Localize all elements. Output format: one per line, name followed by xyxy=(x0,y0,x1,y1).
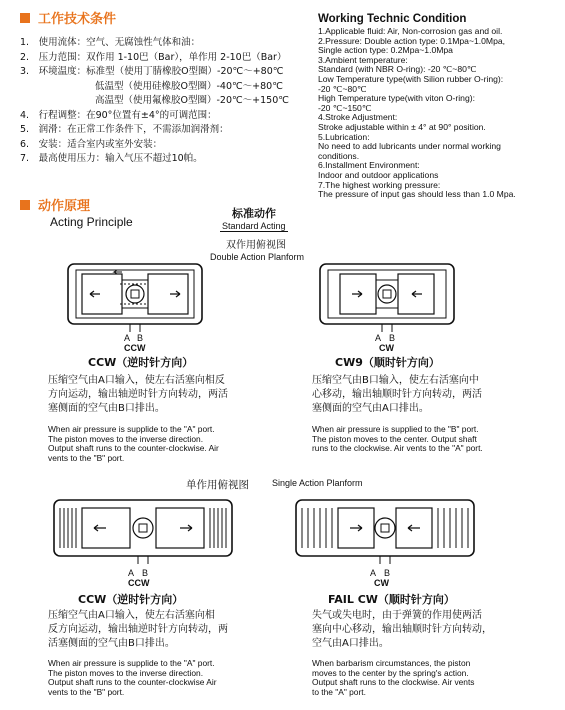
panel-en-desc: When air pressure is supplied to the "B" port. The piston moves to the center. Output shaft runs to the clockwise. Air vents to the "A" port. xyxy=(312,424,483,454)
working-line: Low Temperature type(with Silion rubber O-ring): xyxy=(318,73,504,84)
diagram-direction-label: CW xyxy=(379,343,394,353)
double-cn: 双作用俯视图 xyxy=(226,240,286,251)
diagram-direction-label: CCW xyxy=(128,578,150,588)
working-line: 6.Installment Environment: xyxy=(318,160,420,171)
tech-item: 7. 最高使用压力：输入气压不超过10帕。 xyxy=(20,153,203,164)
working-title: Working Technic Condition xyxy=(318,13,467,25)
working-line: 5.Lubrication: xyxy=(318,131,370,142)
tech-item: 高温型（使用氟橡胶O型圈）-20℃～+150℃ xyxy=(95,95,289,106)
principle-heading-text: 动作原理 xyxy=(38,199,91,214)
single-en: Single Action Planform xyxy=(272,478,363,488)
heading-square-icon xyxy=(20,13,30,23)
working-line: Indoor and outdoor applications xyxy=(318,169,439,180)
working-line: Single action type: 0.2Mpa~1.0Mpa xyxy=(318,45,453,56)
diagram-direction-label: CCW xyxy=(124,343,146,353)
tech-heading xyxy=(20,8,116,27)
heading-square-icon xyxy=(20,200,30,210)
standard-en: Standard Acting xyxy=(222,221,286,231)
port-b-label: B xyxy=(142,568,149,578)
tech-item: 6. 安装：适合室内或室外安装： xyxy=(20,138,163,150)
working-line: High Temperature type(with viton O-ring): xyxy=(318,93,475,104)
tech-item: 低温型（使用硅橡胶O型圈）-40℃～+80℃ xyxy=(95,80,283,92)
double-action-ccw-diagram xyxy=(60,258,210,348)
single-cn: 单作用俯视图 xyxy=(186,479,249,491)
working-line: 4.Stroke Adjustment: xyxy=(318,112,398,123)
panel-cn-desc: 压缩空气由B口输入，使左右活塞向中 心移动，输出轴顺时针方向转动，两活 塞侧面的空气由A口排出。 xyxy=(312,375,482,414)
tech-item: 4. 行程调整：在90°位置有±4°的可调范围： xyxy=(20,109,217,121)
tech-list xyxy=(20,36,320,167)
single-action-cw-diagram xyxy=(290,494,480,576)
tech-heading-text: 工作技术条件 xyxy=(38,12,117,27)
working-line: Standard (with NBR O-ring): -20 ℃~80℃ xyxy=(318,64,477,75)
port-b-label: B xyxy=(384,568,391,578)
port-a-label: A xyxy=(375,333,382,343)
panel-cn-desc: 压缩空气由A口输入，使左右活塞向相反 方向运动，输出轴逆时针方向转动，两活 塞侧面的空气由B口排出。 xyxy=(48,375,228,414)
panel-caption: CCW（逆时针方向） xyxy=(78,593,184,606)
tech-item: 3. 环境温度：标准型（使用丁腈橡胶O型圈）-20℃～+80℃ xyxy=(20,66,284,77)
panel-caption: FAIL CW（顺时针方向） xyxy=(328,593,455,606)
diagram-direction-label: CW xyxy=(374,578,389,588)
port-a-label: A xyxy=(128,568,135,578)
working-line: The pressure of input gas should less than 1.0 Mpa. xyxy=(318,189,516,200)
panel-en-desc: When barbarism circumstances, the piston moves to the center by the spring's action. Output shaft runs to the clockwise. Air vents to the "A" port. xyxy=(312,658,475,697)
standard-cn: 标准动作 xyxy=(232,207,276,220)
working-line: 1.Applicable fluid: Air, Non-corrosion gas and oil. xyxy=(318,26,503,36)
panel-caption: CW9（顺时针方向） xyxy=(335,356,440,369)
port-b-label: B xyxy=(137,333,144,343)
panel-caption: CCW（逆时针方向） xyxy=(88,356,194,369)
working-line: -20 ℃~80℃ xyxy=(318,83,367,94)
single-action-ccw-diagram xyxy=(48,494,238,576)
port-a-label: A xyxy=(124,333,131,343)
tech-item: 1. 使用流体：空气、无腐蚀性气体和油： xyxy=(20,37,201,48)
working-line: Stroke adjustable within ± 4° at 90° position. xyxy=(318,121,486,132)
working-line: No need to add lubricants under normal working xyxy=(318,141,501,152)
working-line: -20 ℃~150℃ xyxy=(318,102,372,113)
principle-heading xyxy=(20,195,90,214)
principle-subheading: Acting Principle xyxy=(50,215,133,229)
working-line: conditions. xyxy=(318,150,360,161)
working-line: 7.The highest working pressure: xyxy=(318,179,441,190)
panel-en-desc: When air pressure is supplide to the "A" port. The piston moves to the inverse direction. Output shaft runs to the counter-clockwise Air vents to the "B" port. xyxy=(48,658,217,697)
working-line: 2.Pressure: Double action type: 0.1Mpa~1.0Mpa, xyxy=(318,35,506,46)
panel-cn-desc: 失气或失电时，由于弹簧的作用使两活 塞向中心移动，输出轴顺时针方向转动， 空气由A口排出。 xyxy=(312,610,492,649)
panel-en-desc: When air pressure is supplide to the "A" port. The piston moves to the inverse direction. Output shaft runs to the counter-clockwise. Air vents to the "B" port. xyxy=(48,424,219,463)
double-action-cw-diagram xyxy=(312,258,462,348)
port-a-label: A xyxy=(370,568,377,578)
panel-cn-desc: 压缩空气由A口输入，使左右活塞向相 反方向运动，输出轴逆时针方向转动，两 活塞侧面的空气由B口排出。 xyxy=(48,610,228,649)
double-en: Double Action Planform xyxy=(210,252,305,262)
tech-item: 2. 压力范围：双作用 1-10巴（Bar），单作用 2-10巴（Bar） xyxy=(20,51,287,63)
working-line: 3.Ambient temperature: xyxy=(318,54,408,65)
tech-item: 5. 润滑：在正常工作条件下，不需添加润滑剂： xyxy=(20,124,229,135)
working-lines xyxy=(318,27,563,200)
port-b-label: B xyxy=(389,333,396,343)
